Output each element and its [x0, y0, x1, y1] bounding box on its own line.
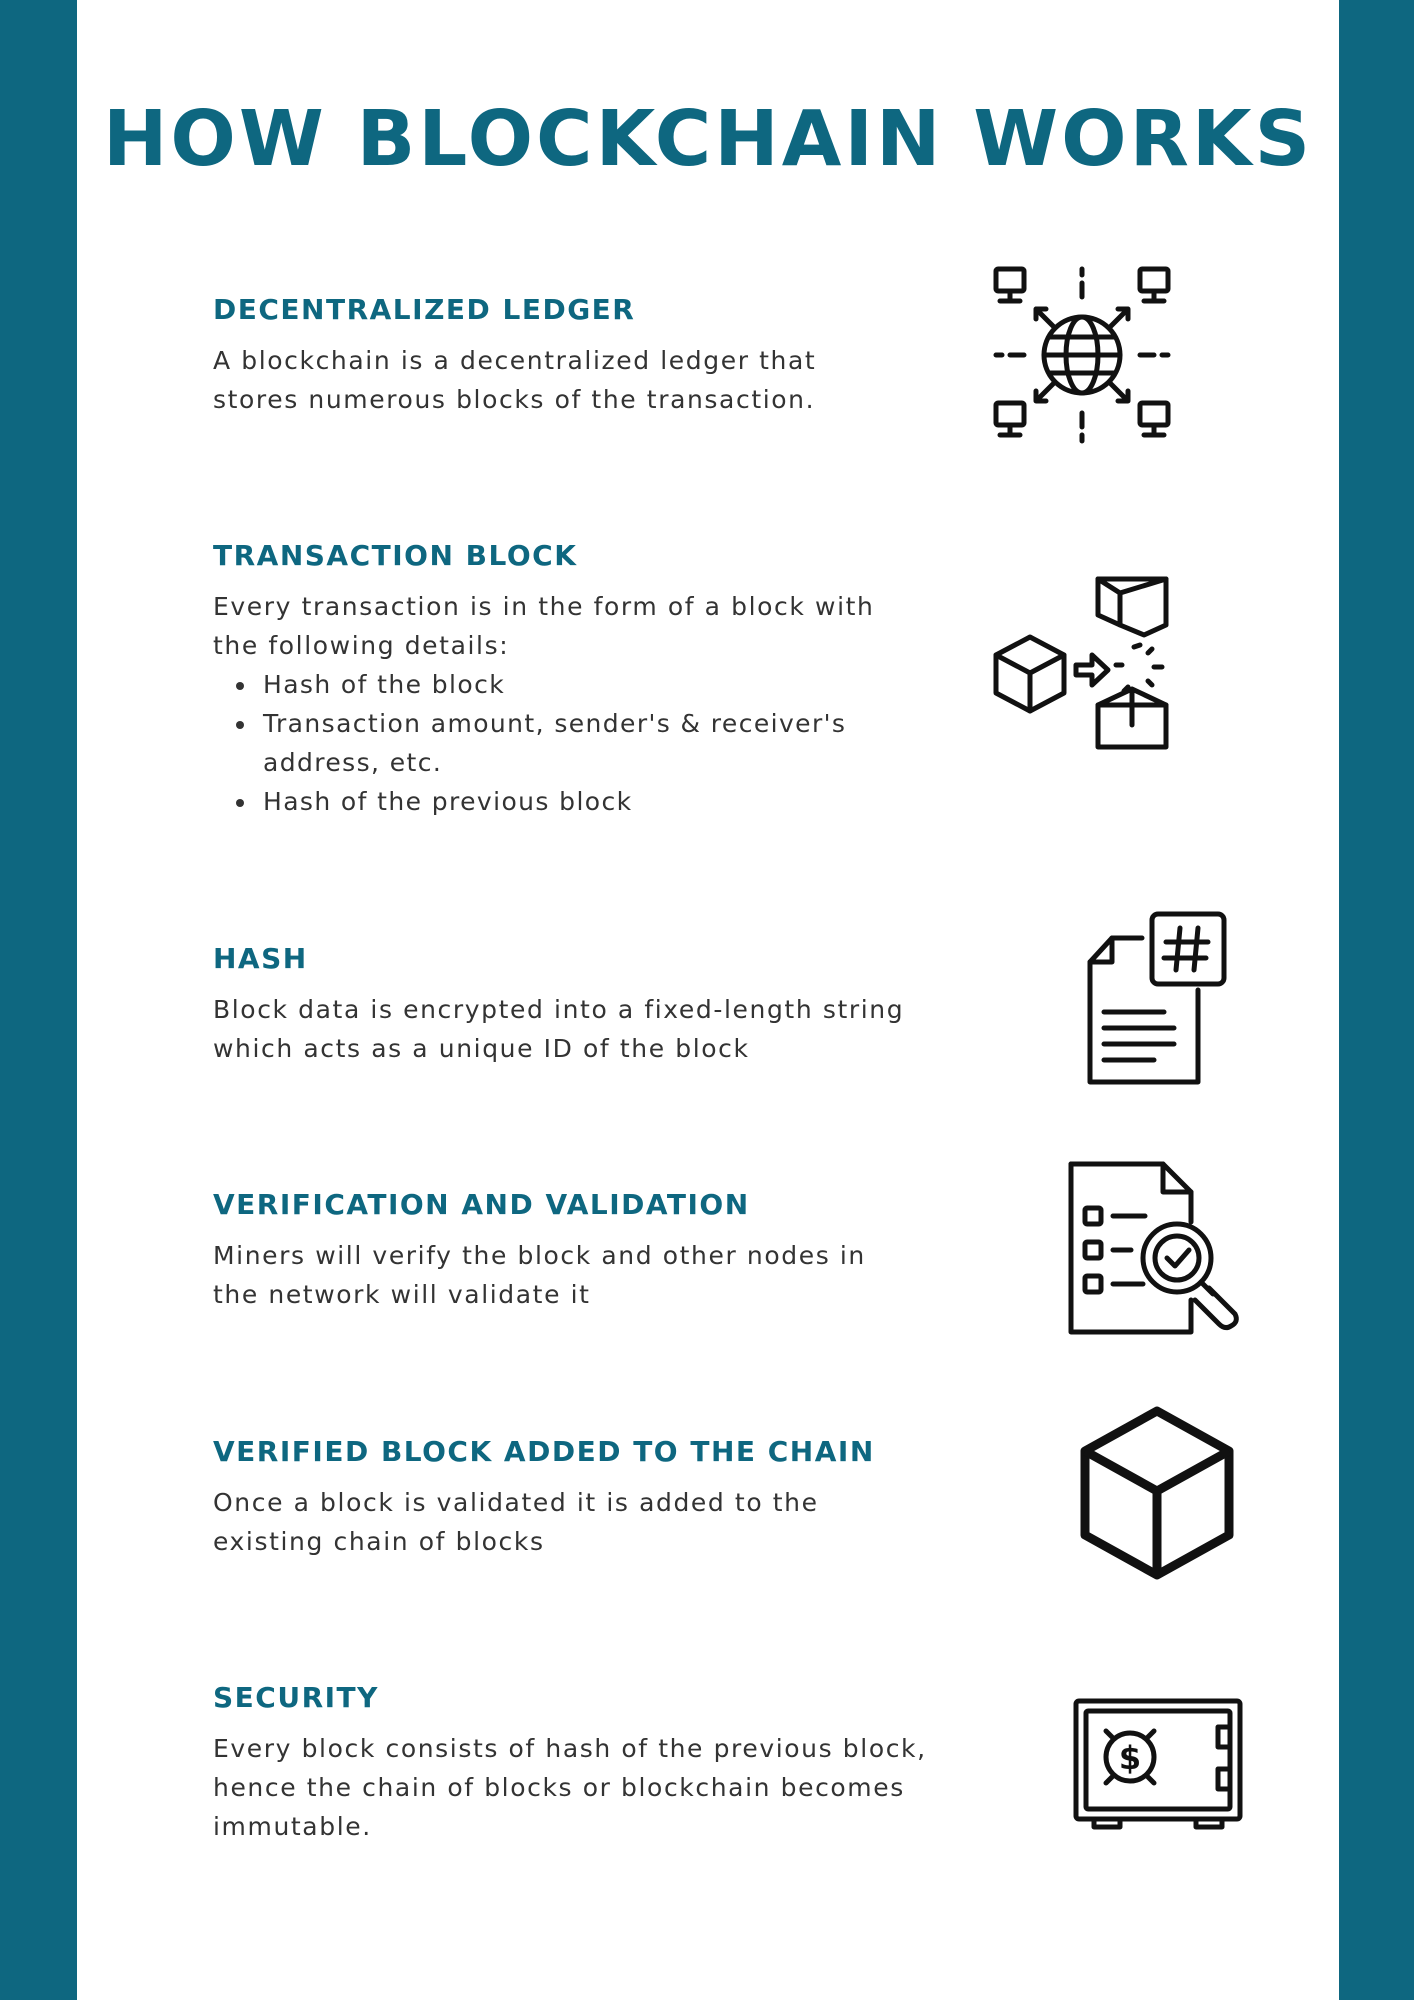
section-verification-validation — [213, 1188, 1033, 1314]
safe-icon — [1072, 1697, 1244, 1831]
cube-icon — [1079, 1405, 1235, 1581]
body-line: Block data is encrypted into a fixed-length string — [213, 995, 905, 1024]
list-item — [263, 665, 1033, 704]
section-heading: DECENTRALIZED LEDGER — [213, 293, 636, 326]
section-body — [213, 1483, 1033, 1561]
body-line: stores numerous blocks of the transaction. — [213, 385, 816, 414]
section-heading: SECURITY — [213, 1681, 379, 1714]
list-item-text: Hash of the previous block — [263, 787, 633, 816]
body-line: immutable. — [213, 1812, 372, 1841]
cube-transfer-icon — [992, 575, 1172, 755]
body-line: Every transaction is in the form of a block with — [213, 592, 875, 621]
section-heading: TRANSACTION BLOCK — [213, 539, 578, 572]
list-item-text: address, etc. — [263, 748, 443, 777]
body-line: the network will validate it — [213, 1280, 591, 1309]
body-line: Every block consists of hash of the previous block, — [213, 1734, 927, 1763]
body-line: A blockchain is a decentralized ledger that — [213, 346, 817, 375]
list-item — [263, 782, 1033, 821]
section-body — [213, 1236, 1033, 1314]
section-transaction-block — [213, 539, 1033, 821]
body-line: Miners will verify the block and other nodes in — [213, 1241, 866, 1270]
section-heading: VERIFIED BLOCK ADDED TO THE CHAIN — [213, 1435, 875, 1468]
section-body — [213, 341, 1033, 419]
body-line: Once a block is validated it is added to the — [213, 1488, 819, 1517]
list-item-text: Hash of the block — [263, 670, 506, 699]
page-title: HOW BLOCKCHAIN WORKS — [102, 95, 1314, 184]
hash-document-icon — [1082, 910, 1232, 1090]
infographic-page — [77, 0, 1339, 2000]
section-hash — [213, 942, 1033, 1068]
document-verify-icon — [1067, 1160, 1247, 1340]
safe-dollar-sign: $ — [1118, 1739, 1142, 1777]
body-line: hence the chain of blocks or blockchain becomes — [213, 1773, 905, 1802]
section-body — [213, 990, 1033, 1068]
section-verified-block-added — [213, 1435, 1033, 1561]
details-list — [213, 665, 1033, 821]
section-heading: VERIFICATION AND VALIDATION — [213, 1188, 750, 1221]
section-body — [213, 1729, 1033, 1846]
section-body — [213, 587, 1033, 665]
body-line: existing chain of blocks — [213, 1527, 545, 1556]
list-item — [263, 704, 1033, 782]
section-heading: HASH — [213, 942, 308, 975]
body-line: which acts as a unique ID of the block — [213, 1034, 750, 1063]
section-security — [213, 1681, 1033, 1846]
body-line: the following details: — [213, 631, 510, 660]
section-decentralized-ledger — [213, 293, 1033, 419]
globe-network-icon — [992, 265, 1172, 445]
list-item-text: Transaction amount, sender's & receiver's — [263, 709, 847, 738]
